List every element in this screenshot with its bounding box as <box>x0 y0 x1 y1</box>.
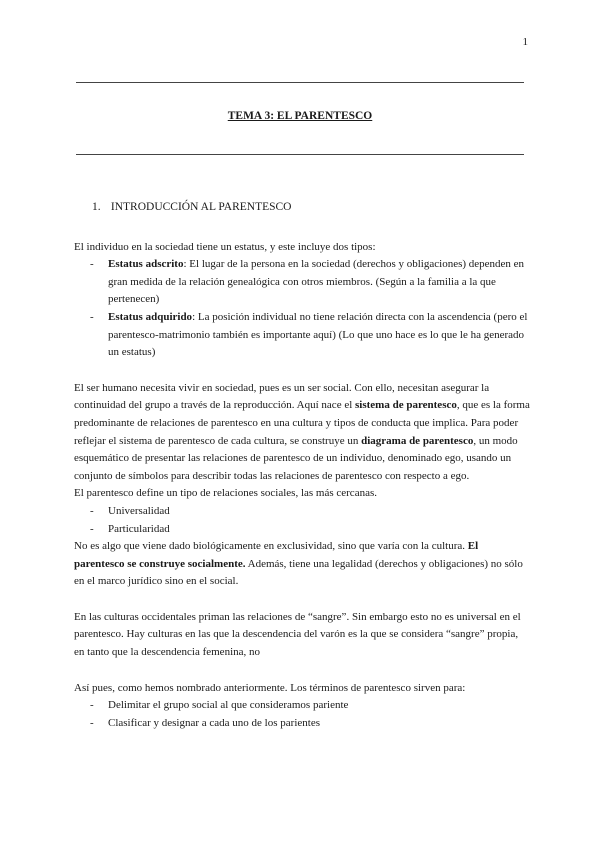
list-item: - Clasificar y designar a cada uno de los parientes <box>74 715 530 733</box>
text-run: No es algo que viene dado biológicamente en exclusividad, sino que varía con la cultura. <box>74 540 468 553</box>
paragraph-gap <box>74 591 530 609</box>
section-number: 1. <box>92 201 101 213</box>
page-number: 1 <box>522 36 528 48</box>
term-bold: Estatus adquirido <box>108 310 193 323</box>
bottom-divider <box>76 154 524 155</box>
list-item-status-adquirido <box>74 309 530 362</box>
text-run: , que es la forma predominante de relaciones de parentesco en una cultura y tipos de conducta que implica. Para poder reflejar el sistema de parentesco de cada cultura, se construye un <box>74 399 530 447</box>
bold-run: diagrama de parentesco <box>361 434 474 447</box>
bold-run: El parentesco se construye socialmente. <box>74 540 479 570</box>
intro-paragraph: El individuo en la sociedad tiene un estatus, y este incluye dos tipos: <box>74 240 376 253</box>
document-body <box>74 199 530 732</box>
kinship-terms-paragraph: Así pues, como hemos nombrado anteriormente. Los términos de parentesco sirven para: <box>74 681 466 694</box>
top-divider <box>76 82 524 83</box>
text-run: Además, tiene una legalidad (derechos y obligaciones) no sólo en el marco jurídico sino en el social. <box>74 557 523 588</box>
kinship-system-paragraph <box>74 380 530 486</box>
list-item: - Universalidad <box>74 503 530 521</box>
section-heading <box>92 199 530 217</box>
term-definition: : La posición individual no tiene relación directa con la ascendencia (pero el parentesco-matrimonio también es importante aquí) (Lo que uno hace es lo que le ha generado un estatus) <box>108 310 528 359</box>
western-cultures-paragraph: En las culturas occidentales priman las relaciones de “sangre”. Sin embargo esto no es universal en el parentesco. Hay culturas en las que la descendencia del varón es la que se considera “sangre” propia, en tanto que la descendencia femenina, no <box>74 610 521 659</box>
document-title: TEMA 3: EL PARENTESCO <box>227 110 373 122</box>
kinship-terms-list <box>74 697 530 732</box>
kinship-definition-paragraph: El parentesco define un tipo de relaciones sociales, las más cercanas. <box>74 487 377 500</box>
paragraph-gap <box>74 662 530 680</box>
kinship-traits-list <box>74 503 530 538</box>
social-construction-paragraph <box>74 538 530 591</box>
status-list <box>74 256 530 362</box>
text-run: , un modo esquemático de presentar las relaciones de parentesco de un individuo, denominado ego, usando un conjunto de símbolos para describir todas las relaciones de parentesco con respecto a ego. <box>74 434 518 482</box>
term-definition: : El lugar de la persona en la sociedad (derechos y obligaciones) dependen en gran medida de la relación genealógica con otros miembros. (Según a la familia a la que pertenecen) <box>108 258 525 306</box>
list-item-status-adscrito <box>74 256 530 309</box>
section-title: INTRODUCCIÓN AL PARENTESCO <box>110 201 292 213</box>
bold-run: sistema de parentesco <box>355 399 457 412</box>
paragraph-gap <box>74 362 530 380</box>
text-run: El ser humano necesita vivir en sociedad, pues es un ser social. Con ello, necesitan asegurar la continuidad del grupo a través de la reproducción. Aquí nace el <box>74 381 490 412</box>
list-item: - Delimitar el grupo social al que consideramos pariente <box>74 697 530 715</box>
list-item: - Particularidad <box>74 521 530 539</box>
term-bold: Estatus adscrito <box>108 258 184 271</box>
